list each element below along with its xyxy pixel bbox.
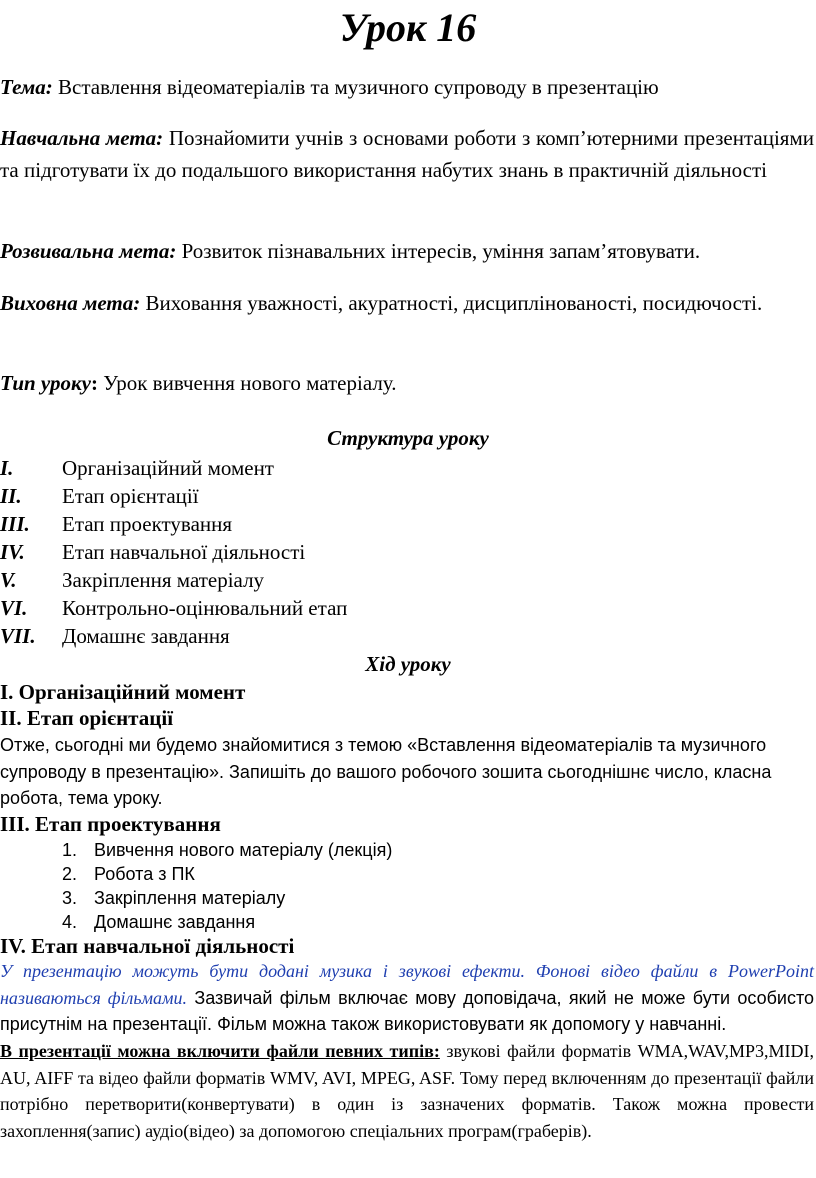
structure-item-number: I.: [0, 456, 14, 480]
upbringing-goal-text: Виховання уважності, акуратності, дисциплінованості, посидючості.: [140, 291, 763, 315]
list-item: [62, 910, 255, 934]
list-item-number: 1.: [62, 840, 78, 860]
structure-item: [0, 510, 232, 538]
section-4-paragraph-1-text: Зазвичай фільм включає мову доповідача, який не може бути особисто присутнім на презентації. Фільм можна також використовувати як допомогу у навчанні.: [0, 987, 814, 1034]
upbringing-goal-label: Виховна мета:: [0, 291, 141, 315]
lesson-type-text: Урок вивчення нового матеріалу.: [97, 371, 397, 395]
structure-item-text: Домашнє завдання: [62, 624, 230, 648]
structure-item-text: Закріплення матеріалу: [62, 568, 265, 592]
structure-item-text: Організаційний момент: [62, 456, 274, 480]
structure-item: [0, 566, 264, 594]
section-1-heading: I. Організаційний момент: [0, 680, 246, 704]
list-item: [62, 838, 392, 862]
structure-item-text: Етап навчальної діяльності: [62, 540, 306, 564]
list-item-number: 3.: [62, 888, 78, 908]
structure-item: [0, 538, 305, 566]
topic-line: [0, 72, 814, 104]
structure-item-number: III.: [0, 512, 30, 536]
section-4-underlined-lead: В презентації можна включити файли певних типів:: [0, 1041, 440, 1061]
educational-goal-text: Познайомити учнів з основами роботи з комп’ютерними презентаціями та підготувати їх до подальшого використання набутих знань в практичній діяльності: [0, 126, 814, 182]
developmental-goal: [0, 236, 814, 268]
structure-heading: Структура уроку: [327, 426, 489, 450]
section-3-heading: III. Етап проектування: [0, 812, 221, 836]
section-4-paragraph-1: [0, 958, 814, 1038]
list-item-number: 2.: [62, 864, 78, 884]
section-2-text: Отже, сьогодні ми будемо знайомитися з темою «Вставлення відеоматеріалів та музичного супроводу в презентацію». Запишіть до вашого робочого зошита сьогоднішнє число, класна робота, тема уроку.: [0, 735, 772, 808]
structure-item-number: V.: [0, 568, 17, 592]
list-item: [62, 862, 195, 886]
structure-item-number: II.: [0, 484, 22, 508]
developmental-goal-label: Розвивальна мета:: [0, 239, 177, 263]
structure-item-text: Етап орієнтації: [62, 484, 199, 508]
list-item-text: Робота з ПК: [94, 864, 195, 884]
structure-item-text: Етап проектування: [62, 512, 233, 536]
educational-goal-label: Навчальна мета:: [0, 126, 164, 150]
upbringing-goal: [0, 288, 814, 320]
lesson-type: [0, 368, 814, 400]
structure-item: [0, 482, 199, 510]
section-4-highlight: У презентацію можуть бути додані музика і звукові ефекти. Фонові відео файли в PowerPoint називаються фільмами.: [0, 961, 814, 1008]
developmental-goal-text: Розвиток пізнавальних інтересів, уміння запам’ятовувати.: [176, 239, 701, 263]
structure-item: [0, 594, 347, 622]
list-item-number: 4.: [62, 912, 78, 932]
section-2-heading: II. Етап орієнтації: [0, 706, 174, 730]
list-item-text: Закріплення матеріалу: [94, 888, 286, 908]
lesson-type-colon: :: [90, 371, 98, 395]
structure-item: [0, 622, 230, 650]
section-4-paragraph-2-text: звукові файли форматів WMA,WAV,MP3,MIDI, AU, AIFF та відео файли форматів WMV, AVI, MPEG, ASF. Тому перед включенням до презентації файли потрібно перетворити(конвертувати) в один із зазначених форматів. Також можна провести захоплення(запис) аудіо(відео) за допомогою спеціальних програм(граберів).: [0, 1041, 814, 1141]
educational-goal: [0, 123, 814, 186]
structure-item-number: VII.: [0, 624, 36, 648]
structure-item: [0, 454, 274, 482]
topic-text: Вставлення відеоматеріалів та музичного супроводу в презентацію: [52, 75, 659, 99]
lesson-title: Урок 16: [339, 5, 477, 50]
list-item-text: Вивчення нового матеріалу (лекція): [94, 840, 393, 860]
list-item: [62, 886, 285, 910]
topic-label: Тема:: [0, 75, 53, 99]
course-heading: Хід уроку: [365, 652, 451, 676]
structure-item-text: Контрольно-оцінювальний етап: [62, 596, 348, 620]
section-4-heading: IV. Етап навчальної діяльності: [0, 934, 295, 958]
section-4-paragraph-2: [0, 1038, 814, 1144]
list-item-text: Домашнє завдання: [94, 912, 256, 932]
structure-item-number: VI.: [0, 596, 28, 620]
lesson-type-label: Тип уроку: [0, 371, 91, 395]
structure-item-number: IV.: [0, 540, 25, 564]
